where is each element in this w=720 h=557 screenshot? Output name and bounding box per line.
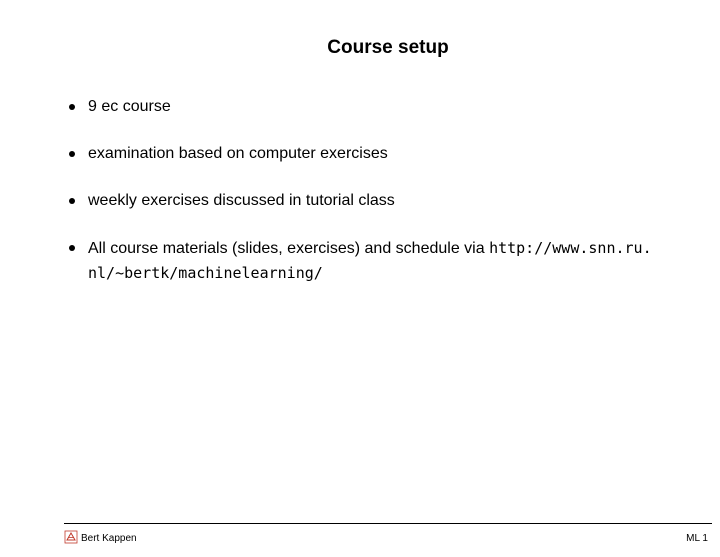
university-seal-icon: [64, 530, 78, 544]
course-url-part-2[interactable]: nl/~bertk/machinelearning/: [88, 264, 323, 282]
bullet-item-1: [66, 95, 716, 119]
bullet-list: [66, 95, 716, 309]
bullet-item-3: [66, 189, 716, 213]
bullet-dot-icon: [69, 198, 75, 204]
bullet-text: All course materials (slides, exercises) and schedule via: [88, 240, 490, 257]
bullet-dot-icon: [69, 245, 75, 251]
footer-author: Bert Kappen: [81, 533, 137, 544]
bullet-dot-icon: [69, 151, 75, 157]
course-url-part-1[interactable]: http://www.snn.ru.: [489, 239, 652, 257]
bullet-item-4: [66, 236, 716, 286]
footer-divider: [64, 523, 712, 524]
slide-title: Course setup: [327, 37, 449, 58]
bullet-dot-icon: [69, 104, 75, 110]
bullet-text: weekly exercises discussed in tutorial class: [88, 192, 395, 209]
bullet-item-2: [66, 142, 716, 166]
page-number: ML 1: [686, 533, 708, 544]
bullet-text: 9 ec course: [88, 98, 171, 115]
bullet-text: examination based on computer exercises: [88, 145, 388, 162]
